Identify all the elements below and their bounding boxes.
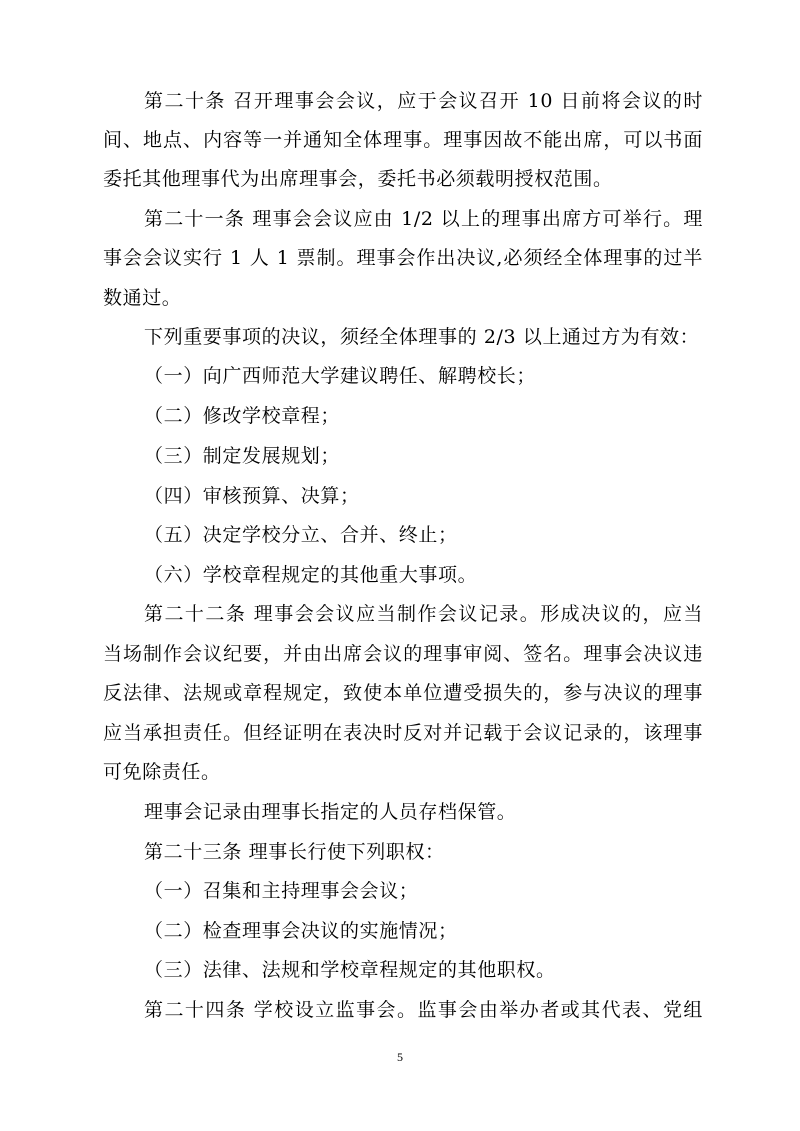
list-item: （一）召集和主持理事会会议； <box>144 880 419 902</box>
major-matters-intro: 下列重要事项的决议，须经全体理事的 2/3 以上通过方为有效： <box>144 326 700 348</box>
article-22-line-3: 反法律、法规或章程规定，致使本单位遭受损失的，参与决议的理事 <box>103 682 703 704</box>
article-22-line-2: 当场制作会议纪要，并由出席会议的理事审阅、签名。理事会决议违 <box>103 643 703 665</box>
page-number: 5 <box>397 1050 403 1064</box>
article-22-line-4: 应当承担责任。但经证明在表决时反对并记载于会议记录的，该理事 <box>103 722 703 744</box>
article-20-line-1: 第二十条 召开理事会会议，应于会议召开 10 日前将会议的时 <box>144 90 703 112</box>
list-item: （一）向广西师范大学建议聘任、解聘校长； <box>144 365 537 387</box>
article-23-line-1: 第二十三条 理事长行使下列职权： <box>144 841 445 863</box>
list-item: （六）学校章程规定的其他重大事项。 <box>144 564 478 586</box>
list-item: （三）制定发展规划； <box>144 445 341 467</box>
article-21-line-3: 数通过。 <box>103 287 182 309</box>
article-22-line-5: 可免除责任。 <box>103 761 221 783</box>
list-item: （二）检查理事会决议的实施情况； <box>144 920 458 942</box>
list-item: （四）审核预算、决算； <box>144 485 360 507</box>
article-20-line-2: 间、地点、内容等一并通知全体理事。理事因故不能出席，可以书面 <box>103 129 703 151</box>
article-20-line-3: 委托其他理事代为出席理事会，委托书必须载明授权范围。 <box>103 168 613 190</box>
list-item: （五）决定学校分立、合并、终止； <box>144 524 458 546</box>
article-21-line-2: 事会会议实行 1 人 1 票制。理事会作出决议,必须经全体理事的过半 <box>103 247 703 269</box>
list-item: （三）法律、法规和学校章程规定的其他职权。 <box>144 959 556 981</box>
article-24-line-1: 第二十四条 学校设立监事会。监事会由举办者或其代表、党组 <box>144 999 703 1021</box>
article-21-line-1: 第二十一条 理事会会议应由 1/2 以上的理事出席方可举行。理 <box>144 208 703 230</box>
records-custody-line: 理事会记录由理事长指定的人员存档保管。 <box>144 801 517 823</box>
article-22-line-1: 第二十二条 理事会会议应当制作会议记录。形成决议的，应当 <box>144 603 703 625</box>
list-item: （二）修改学校章程； <box>144 405 341 427</box>
